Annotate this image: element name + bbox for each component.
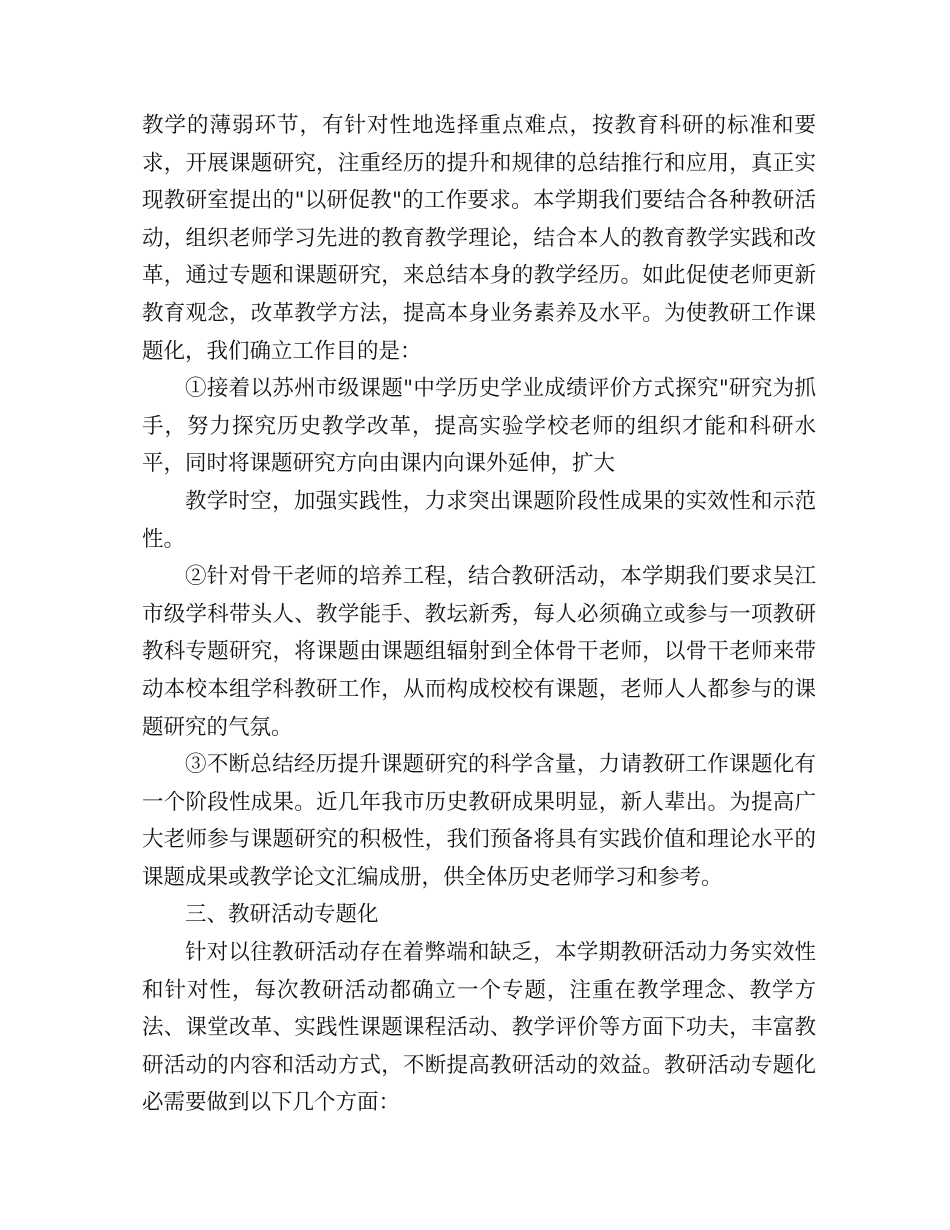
paragraph-section-body: 针对以往教研活动存在着弊端和缺乏，本学期教研活动力务实效性和针对性，每次教研活动都确立一个专题，注重在教学理念、教学方法、课堂改革、实践性课题课程活动、教学评价等方面下功夫，丰富教研活动的内容和活动方式，不断提高教研活动的效益。教研活动专题化必需要做到以下几个方面： [142,940,816,1116]
document-body [142,107,816,1122]
section-heading: 三、教研活动专题化 [185,902,379,928]
paragraph-goal-1-continued: 教学时空，加强实践性，力求突出课题阶段性成果的实效性和示范性。 [142,488,816,552]
paragraph-intro: 教学的薄弱环节，有针对性地选择重点难点，按教育科研的标准和要求，开展课题研究，注重经历的提升和规律的总结推行和应用，真正实现教研室提出的"以研促教"的工作要求。本学期我们要结合各种教研活动，组织老师学习先进的教育教学理论，结合本人的教育教学实践和改革，通过专题和课题研究，来总结本身的教学经历。如此促使老师更新教育观念，改革教学方法，提高本身业务素养及水平。为使教研工作课题化，我们确立工作目的是： [142,113,816,364]
paragraph-goal-3: ③不断总结经历提升课题研究的科学含量，力请教研工作课题化有一个阶段性成果。近几年我市历史教研成果明显，新人辈出。为提高广大老师参与课题研究的积极性，我们预备将具有实践价值和理论水平的课题成果或教学论文汇编成册，供全体历史老师学习和参考。 [142,752,816,890]
paragraph-goal-1: ①接着以苏州市级课题"中学历史学业成绩评价方式探究"研究为抓手，努力探究历史教学改革，提高实验学校老师的组织才能和科研水平，同时将课题研究方向由课内向课外延伸，扩大 [142,376,816,477]
paragraph-goal-2: ②针对骨干老师的培养工程，结合教研活动，本学期我们要求吴江市级学科带头人、教学能手、教坛新秀，每人必须确立或参与一项教研教科专题研究，将课题由课题组辐射到全体骨干老师，以骨干老师来带动本校本组学科教研工作，从而构成校校有课题，老师人人都参与的课题研究的气氛。 [142,564,816,740]
